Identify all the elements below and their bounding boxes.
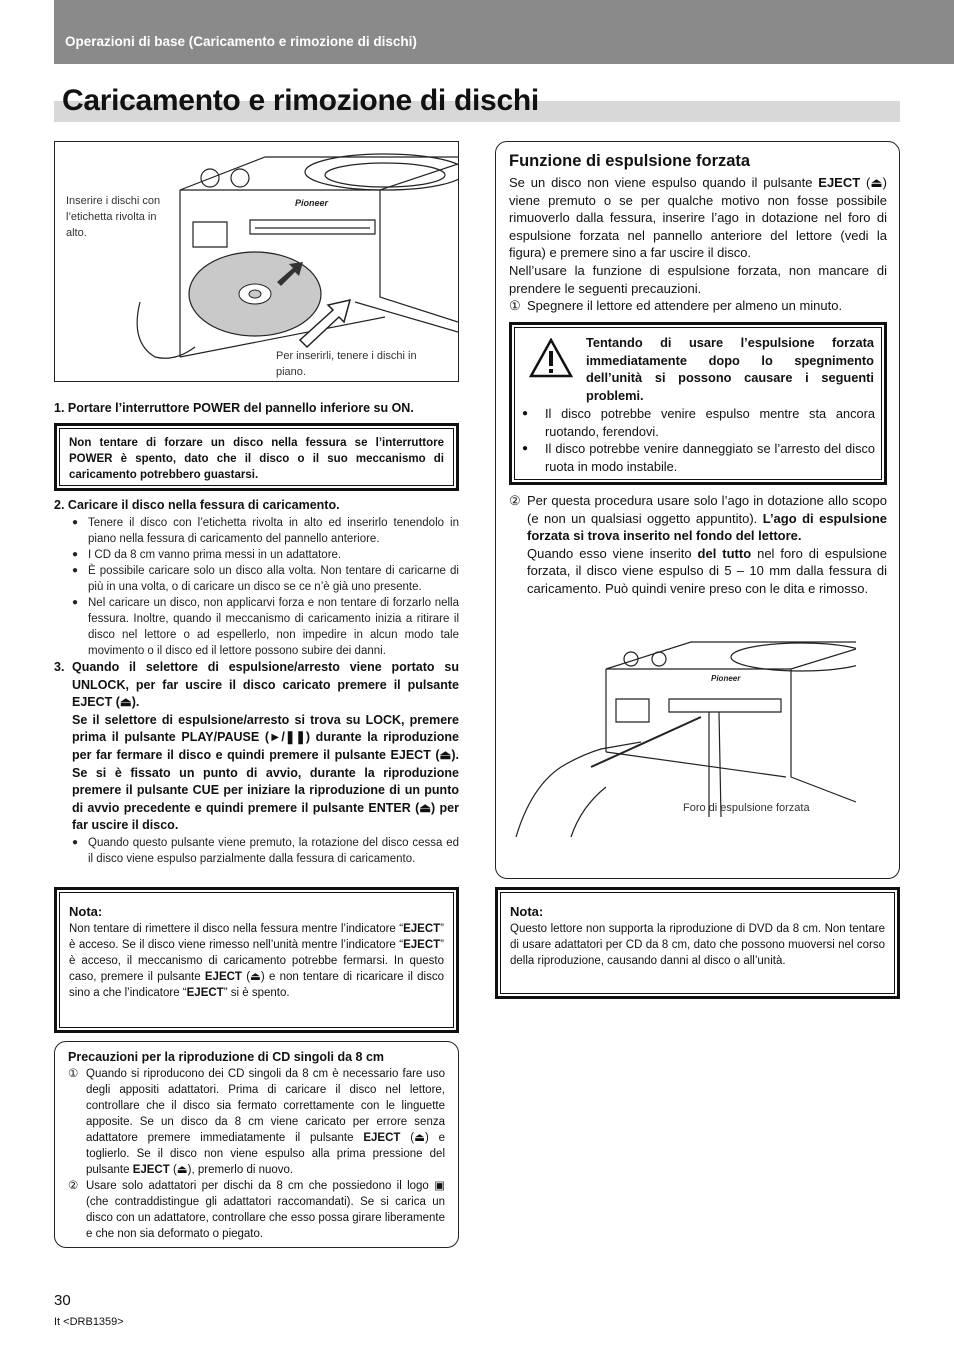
- svg-text:Pioneer: Pioneer: [711, 674, 741, 683]
- step-2: [54, 497, 459, 659]
- disc-loading-figure: [54, 141, 459, 382]
- brand-logo: Pioneer: [295, 198, 329, 208]
- cd8-precautions-box: [54, 1041, 459, 1248]
- figure1-label-insert: Inserire i dischi con l’etichetta rivolta in alto.: [66, 195, 161, 239]
- forced-step-1: ① Spegnere il lettore ed attendere per almeno un minuto.: [509, 298, 843, 314]
- list-item: ● Nel caricare un disco, non applicarvi forza e non tentare di forzarlo nella fessura. Inoltre, quando il meccanismo di caricamento inizia a ritirare il disco nel lettore o ad espellerlo, non impedire in alcun modo tale movimento o il disco ed il lettore possono subire dei danni.: [69, 595, 459, 659]
- caution-box: [509, 322, 887, 485]
- warning-triangle-icon: [529, 338, 573, 378]
- forced-step-2: ② Per questa procedura usare solo l’ago in dotazione allo scopo (e non un qualsiasi oggetto appuntito). L’ago di espulsione forzata si trova inserito nel fondo del lettore. Quando esso viene inserito del tutto nel foro di espulsione forzata, il disco viene espulso di 5 – 10 mm dalla fessura di caricamento. Può quindi venire preso con le dita e rimosso.: [509, 493, 887, 596]
- step-2-text: Caricare il disco nella fessura di caricamento.: [67, 498, 340, 512]
- list-item: ● I CD da 8 cm vanno prima messi in un adattatore.: [69, 547, 459, 563]
- note-box-eject: [54, 887, 459, 1033]
- forced-eject-heading: Funzione di espulsione forzata: [509, 152, 751, 170]
- warning-box-power: [54, 423, 459, 491]
- step-3-p1: Quando il selettore di espulsione/arresto viene portato su UNLOCK, per far uscire il disco caricato premere il pulsante EJECT (⏏).: [72, 660, 459, 710]
- note-2-text: Questo lettore non supporta la riproduzione di DVD da 8 cm. Non tentare di usare adattatori per CD da 8 cm, dato che possono muoversi nel corso della riproduzione, causando danni al disco o all’unità.: [510, 923, 885, 967]
- list-item: ● Quando questo pulsante viene premuto, la rotazione del disco cessa ed il disco viene espulso parzialmente dalla fessura di caricamento.: [69, 835, 459, 867]
- step-3: [54, 659, 459, 867]
- disc-loading-illustration: [55, 142, 458, 381]
- forced-eject-intro: Se un disco non viene espulso quando il pulsante EJECT (⏏) viene premuto o se per qualche motivo non fosse possibile rimuoverlo dalla fessura, inserire l’ago in dotazione nel foro di espulsione forzata nel pannello anteriore del lettore (vedi la figura) e premere sino a far uscire il disco. Nell’usare la funzione di espulsione forzata, non mancare di prendere le seguenti precauzioni. ① Spegnere il lettore ed attendere per almeno un minuto.: [509, 175, 887, 314]
- list-item: ① Quando si riproducono dei CD singoli da 8 cm è necessario fare uso degli appositi adattatori. Prima di caricare il disco nel lettore, controllare che il disco sia fermato correttamente con le linguette apposite. Se un disco da 8 cm viene caricato per errore senza adattatore premere immediatamente il pulsante EJECT (⏏) e toglierlo. Se il disco non viene espulso alla prima pressione del pulsante EJECT (⏏), premerlo di nuovo.: [68, 1068, 445, 1176]
- step-1-text: Portare l’interruttore POWER del pannello inferiore su ON.: [67, 401, 414, 415]
- list-item: ● Il disco potrebbe venire espulso mentre sta ancora ruotando, ferendovi.: [519, 405, 875, 440]
- section-header: [54, 0, 954, 64]
- page-number: 30: [54, 1292, 71, 1309]
- forced-eject-box: [495, 141, 900, 879]
- cd8-heading: Precauzioni per la riproduzione di CD singoli da 8 cm: [68, 1050, 385, 1064]
- step-2-bullets: [69, 515, 459, 659]
- page-title: Caricamento e rimozione di dischi: [62, 84, 539, 117]
- step-1-num: 1.: [54, 401, 65, 415]
- step-3-p2: Se il selettore di espulsione/arresto si trova su LOCK, premere prima il pulsante PLAY/PAUSE (►/❚❚) durante la riproduzione per far fermare il disco e quindi premere il pulsante EJECT (⏏). Se si è fissato un punto di avvio, durante la riproduzione premere il pulsante CUE per iniziare la riproduzione di un punto di avvio precedente e quindi premere il pulsante ENTER (⏏) per far uscire il disco.: [72, 712, 459, 833]
- note-1-heading: Nota:: [69, 904, 103, 919]
- warning-power-text: Non tentare di forzare un disco nella fessura se l’interruttore POWER è spento, dato che il disco o il suo meccanismo di caricamento potrebbero guastarsi.: [59, 428, 454, 486]
- note-1-text: Non tentare di rimettere il disco nella fessura mentre l’indicatore “EJECT” è acceso. Se il disco viene rimesso nell’unità mentre l’indicatore “EJECT” è acceso, il meccanismo di caricamento potrebbe fermarsi. In questo caso, premere il pulsante EJECT (⏏) e non tentare di ricaricare il disco sino a che l’indicatore “EJECT” si è spento.: [69, 923, 444, 999]
- step-1: [54, 400, 459, 418]
- doc-code: It <DRB1359>: [54, 1316, 124, 1328]
- note-2-heading: Nota:: [510, 904, 544, 919]
- list-item: ② Usare solo adattatori per dischi da 8 cm che possiedono il logo ▣ (che contraddistingue gli adattatori raccomandati). Se si carica un disco con un adattatore, controllare che esso possa girare liberamente e che non sia deformato o piegato.: [68, 1180, 445, 1240]
- list-item: ● È possibile caricare solo un disco alla volta. Non tentare di caricarne di più in una volta, o di caricare un disco se ce n’è già uno presente.: [69, 563, 459, 595]
- step-2-num: 2.: [54, 498, 65, 512]
- forced-eject-hole-label: Foro di espulsione forzata: [683, 802, 810, 814]
- figure1-label-flat: Per inserirli, tenere i dischi in piano.: [276, 350, 417, 378]
- section-header-text: Operazioni di base (Caricamento e rimozione di dischi): [65, 34, 417, 49]
- note-box-dvd: [495, 887, 900, 999]
- list-item: ● Il disco potrebbe venire danneggiato se l’arresto del disco ruota in modo instabile.: [519, 440, 875, 475]
- step-3-num: 3.: [54, 660, 65, 674]
- caution-bullets: [519, 405, 875, 475]
- caution-title: Tentando di usare l’espulsione forzata immediatamente dopo lo spegnimento dell’unità si possono causare i seguenti problemi.: [586, 335, 874, 403]
- list-item: ● Tenere il disco con l’etichetta rivolta in alto ed inserirlo tenendolo in piano nella fessura di caricamento del pannello anteriore.: [69, 515, 459, 547]
